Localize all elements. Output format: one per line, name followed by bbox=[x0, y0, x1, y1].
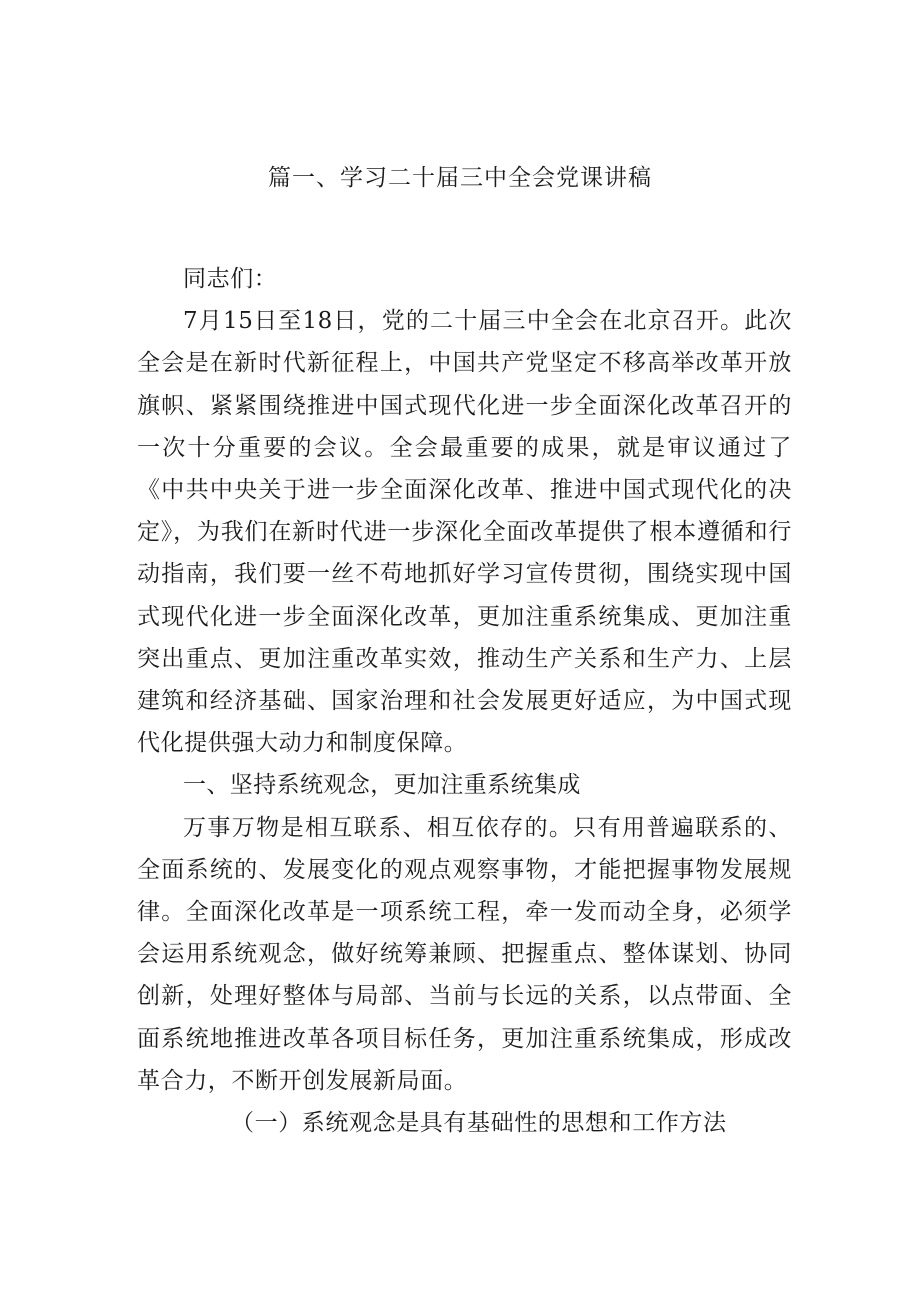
section-heading-1: 一、坚持系统观念，更加注重系统集成 bbox=[183, 772, 581, 799]
document-title: 篇一、学习二十届三中全会党课讲稿 bbox=[268, 165, 652, 191]
subsection-heading-1: （一）系统观念是具有基础性的思想和工作方法 bbox=[231, 1110, 727, 1137]
intro-paragraph: 7月15日至18日，党的二十届三中全会在北京召开。此次全会是在新时代新征程上，中国共产党坚定不移高举改革开放旗帜、紧紧围绕推进中国式现代化进一步全面深化改革召开的一次十分重要的会议。全会最重要的成果，就是审议通过了《中共中央关于进一步全面深化改革、推进中国式现代化的决定》，为我们在新时代进一步深化全面改革提供了根本遵循和行动指南，我们要一丝不苟地抓好学习宣传贯彻，围绕实现中国式现代化进一步全面深化改革，更加注重系统集成、更加注重突出重点、更加注重改革实效，推动生产关系和生产力、上层建筑和经济基础、国家治理和社会发展更好适应，为中国式现代化提供强大动力和制度保障。 bbox=[137, 308, 792, 757]
section-1-paragraph: 万事万物是相互联系、相互依存的。只有用普遍联系的、全面系统的、发展变化的观点观察事物，才能把握事物发展规律。全面深化改革是一项系统工程，牵一发而动全身，必须学会运用系统观念，做好统筹兼顾、把握重点、整体谋划、协同创新，处理好整体与局部、当前与长远的关系，以点带面、全面系统地推进改革各项目标任务，更加注重系统集成，形成改革合力，不断开创发展新局面。 bbox=[137, 814, 792, 1094]
document-body bbox=[137, 258, 792, 1144]
salutation: 同志们： bbox=[183, 266, 278, 292]
